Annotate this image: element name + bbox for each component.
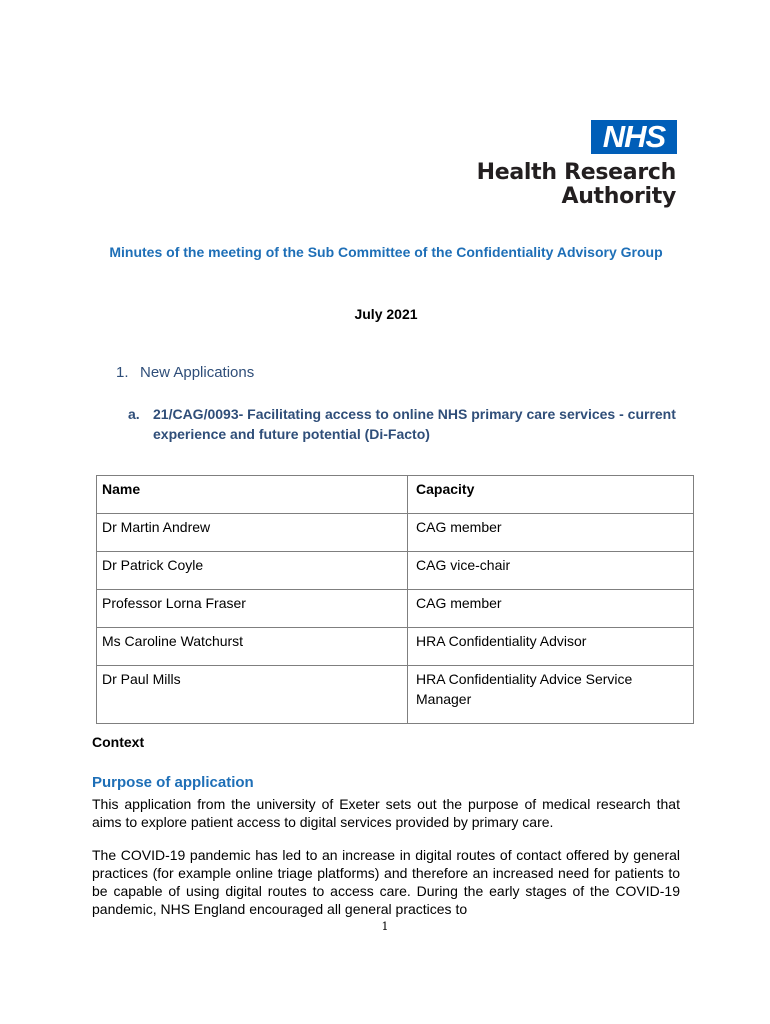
context-heading: Context	[92, 734, 145, 750]
page-number: 1	[381, 920, 389, 933]
table-row	[97, 514, 694, 552]
table-row	[97, 628, 694, 666]
section-number: 1.	[116, 364, 129, 381]
document-title: Minutes of the meeting of the Sub Committee of the Confidentiality Advisory Group	[109, 244, 663, 260]
table-row	[97, 666, 694, 724]
subsection-heading	[128, 404, 688, 444]
paragraph-purpose: This application from the university of Exeter sets out the purpose of medical research that aims to explore patient access to digital services provided by primary care.	[92, 796, 680, 830]
member-capacity: CAG member	[408, 590, 694, 628]
nhs-hra-logo	[476, 118, 680, 210]
meeting-date: July 2021	[354, 306, 418, 322]
member-capacity: HRA Confidentiality Advisor	[408, 628, 694, 666]
member-name: Dr Paul Mills	[97, 666, 408, 724]
member-name: Dr Martin Andrew	[97, 514, 408, 552]
member-capacity: CAG vice-chair	[408, 552, 694, 590]
subsection-label: 21/CAG/0093- Facilitating access to online NHS primary care services - current experience and future potential (Di-Facto)	[153, 406, 676, 442]
column-header-capacity: Capacity	[408, 476, 694, 514]
table-header-row	[97, 476, 694, 514]
column-header-name: Name	[97, 476, 408, 514]
table-row	[97, 590, 694, 628]
member-name: Dr Patrick Coyle	[97, 552, 408, 590]
member-name: Ms Caroline Watchurst	[97, 628, 408, 666]
logo-line-health-research: Health Research	[476, 160, 676, 185]
member-capacity: CAG member	[408, 514, 694, 552]
paragraph-covid: The COVID-19 pandemic has led to an increase in digital routes of contact offered by general practices (for example online triage platforms) and therefore an increased need for patients to be capable of using digital routes to access care. During the early stages of the COVID-19 pandemic, NHS England encouraged all general practices to	[92, 847, 680, 917]
purpose-heading: Purpose of application	[92, 774, 254, 791]
section-label: New Applications	[140, 364, 255, 381]
nhs-logo-box: NHS	[591, 120, 677, 154]
logo-line-authority: Authority	[561, 184, 676, 209]
members-table	[96, 475, 694, 724]
section-heading	[116, 364, 254, 381]
member-name: Professor Lorna Fraser	[97, 590, 408, 628]
table-row	[97, 552, 694, 590]
member-capacity: HRA Confidentiality Advice Service Manager	[408, 666, 694, 724]
subsection-letter: a.	[128, 406, 140, 422]
